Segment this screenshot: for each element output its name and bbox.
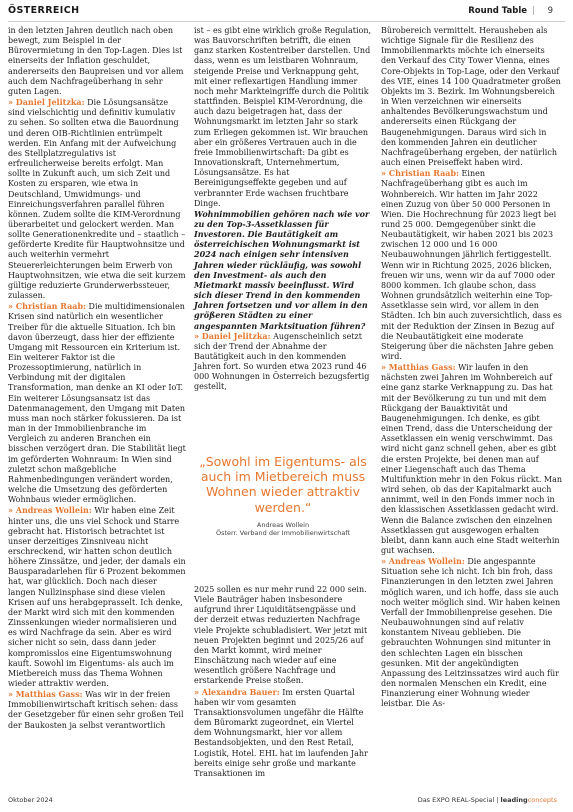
speaker-name: » Andreas Wollein: xyxy=(8,505,92,516)
column-2 xyxy=(194,26,372,393)
speaker-name: » Alexandra Bauer: xyxy=(194,686,280,697)
speaker-name: » Daniel Jelitzka: xyxy=(8,97,85,108)
footer-brand-leading: leading xyxy=(500,796,528,804)
paragraph xyxy=(8,505,186,689)
paragraph xyxy=(194,26,372,209)
paragraph xyxy=(381,26,562,168)
paragraph-text: Wir laufen in den nächsten zwei Jahren im Wohnbereich auf eine ganz starke Verknappung zu. Das hat mit der Bevölkerung zu tun und mit dem Rückgang der Bauaktivität und Baugenehmigungen. Ich denke, es gibt einen Trend, dass die Unterscheidung der Assetklassen ein wenig verschwimmt. Das wird nicht ganz schnell gehen, aber es gibt die ersten Projekte, bei denen man auf einer Liegenschaft auch das Thema Multifunktion mehr in den Fokus rückt. Man wird sehen, ob das der Kapitalmarkt auch annimmt, weil in den Fonds immer noch in den klassischen Assetklassen gedacht wird. Wenn die Balance zwischen den einzelnen Assetklassen gut ausgewogen erhalten bleibt, dann kann auch eine Stadt weiterhin gut wachsen. xyxy=(381,363,563,555)
paragraph-text: Wir haben eine Zeit hinter uns, die uns viel Schock und Starre gebracht hat. Historisch betrachtet ist unser derzeitiges Zinsniveau nicht erschreckend, wir hatten schon deutlich höhere Zinssätze, und jeder, der damals ein Bausparadarlehen für 6 Prozent bekommen hat, war glücklich. Doch nach dieser langen Nullzinsphase sind diese vielen Krisen auf uns herabgeprasselt. Ich denke, der Markt wird sich mit den kommenden Zinssenkungen wieder normalisieren und es wird Nachfrage da sein. Aber es wird sicher nicht so sein, dass dann jeder kompromisslos eine Eigentumswohnung kauft. Sowohl im Eigentums- als auch im Mietbereich muss das Thema Wohnen wieder attraktiv werden. xyxy=(8,506,186,688)
speaker-name: » Daniel Jelitzka: xyxy=(194,330,271,341)
section-title: ÖSTERREICH xyxy=(8,5,80,16)
pull-quote-byline xyxy=(194,521,372,537)
page-number: 9 xyxy=(547,6,553,16)
header-separator: | xyxy=(532,6,535,16)
column-1 xyxy=(8,26,186,731)
paragraph-text: 2025 sollen es nur mehr rund 22 000 sein. Viele Bauträger haben insbesondere aufgrund ihrer Liquiditätsengpässe und der derzeit etwas reduzierten Nachfrage viele Projekte schubladisiert. Wer jetzt mit neuen Projekten beginnt und 2025/26 auf den Markt kommt, wird meiner Einschätzung nach wieder auf eine wesentlich größere Nachfrage und erstarkende Preise stoßen. xyxy=(194,585,368,686)
paragraph-text: Die multidimensionalen Krisen sind natürlich ein wesentlicher Treiber für die aktuelle Situation. Ich bin davon überzeugt, dass hier der effiziente Umgang mit Ressourcen ein Kriterium ist. Ein weiterer Faktor ist die Prozessoptimierung, natürlich in Verbindung mit der digitalen Transformation, man denke an KI oder IoT. Ein weiterer Lösungsansatz ist das Datenmanagement, den Umgang mit Daten muss man noch stärker fokussieren. Da ist man in der Immobilienbranche im Vergleich zu anderen Branchen ein bisschen verzögert dran. Die Stabilität liegt im geförderten Wohnraum: In Wien sind zuletzt schon maßgebliche Rahmenbedingungen verändert worden, welche die Umsetzung des geförderten Wohnbaus wieder ermöglichen. xyxy=(8,302,186,505)
paragraph xyxy=(381,168,562,362)
header-rule xyxy=(8,21,565,22)
speaker-name: » Christian Raab: xyxy=(8,301,86,312)
paragraph-text: Augenscheinlich setzt sich der Trend der Abnahme der Bautätigkeit auch in den kommenden Jahren fort. So wurden etwa 2023 rund 46 000 Wohnungen in Österreich bezugsfertig gestellt, xyxy=(194,331,370,392)
interview-question: Wohnimmobilien gehören nach wie vor zu den Top-3-Assetklassen für Investoren. Die Bautätigkeit am österreichischen Wohnungsmarkt ist 2024 nach einigen sehr intensiven Jahren wieder rückläufig, was sowohl den Investment- als auch den Mietmarkt massiv beeinflusst. Wird sich dieser Trend in den kommenden Jahren fortsetzen und vor allem in den größeren Städten zu einer angespannten Marktsituation führen? xyxy=(194,208,370,331)
footer-separator: | xyxy=(496,796,499,804)
speaker-name: » Matthias Gass: xyxy=(8,689,83,700)
footer-special: Das EXPO REAL-Special xyxy=(417,796,495,804)
paragraph-text: Im ersten Quartal haben wir vom gesamten Transaktionsvolumen ungefähr die Hälfte dem Büromarkt zugeordnet, ein Viertel dem Wohnungsmarkt, hier vor allem Bestandsobjekten, und den Rest Retail, Logistik, Hotel. EHL hat im laufenden Jahr bereits einige sehr große und markante Transaktionen im xyxy=(194,687,368,778)
pull-quote-text: „Sowohl im Eigentums- als auch im Mietbereich muss Wohnen wieder attraktiv werden.“ xyxy=(199,454,367,515)
paragraph-text: Bürobereich vermittelt. Herausheben als wichtige Signale für die Resilienz des Immobilienmarkts möchte ich einerseits den Verkauf des City Tower Vienna, eines Core-Objekts in Top-Lage, oder den Verkauf des VIE, eines 14 100 Quadratmeter großen Objekts im 3. Bezirk. Im Wohnungsbereich in Wien verzeichnen wir einerseits anhaltendes Bevölkerungswachstum und andererseits einen Rückgang der Baugenehmigungen. Daraus wird sich in den kommenden Jahren ein deutlicher Nachfrageüberhang ergeben, der natürlich auch einen Preiseffekt haben wird. xyxy=(381,26,561,168)
page-footer xyxy=(8,796,565,808)
paragraph-text: ist – es gibt eine wirklich große Regulation, was Bauvorschriften betrifft, die einen ganz starken Kostentreiber darstellen. Und dass, wenn es um leistbaren Wohnraum, steigende Preise und Verknappung geht, mit einer reflexartigen Handlung immer noch mehr Markteingriffe durch die Politik stattfinden. Beispiel KIM-Verordnung, die auch dazu beigetragen hat, dass der Wohnungsmarkt im letzten Jahr so stark zum Erliegen gekommen ist. Wir brauchen aber ein größeres Vertrauen auch in die freie Immobilienwirtschaft: Da gibt es Innovationskraft, Unternehmertum, Lösungsansätze. Es hat Bereinigungseffekte gegeben und auf verbrannter Erde wachsen fruchtbare Dinge. xyxy=(194,26,372,208)
footer-date: Oktober 2024 xyxy=(8,796,53,804)
pull-quote-role: Österr. Verband der Immobilienwirtschaft xyxy=(215,528,351,537)
pull-quote xyxy=(194,454,372,537)
paragraph xyxy=(8,97,186,301)
footer-publication xyxy=(418,796,557,804)
paragraph-text: Die Lösungsansätze sind vielschichtig und definitiv kumulativ zu sehen. So sollten etwa die Bauordnung und deren OIB-Richtlinien entrümpelt werden. Ein Anfang mit der Aufweichung des Stellplatzregulativs ist erfreulicherweise bereits erfolgt. Man sollte in Zukunft auch, um sich Zeit und Kosten zu ersparen, wie etwa in Deutschland, Umwidmungs- und Einreichungsverfahren parallel führen können. Zudem sollte die KIM-Verordnung überarbeitet und gelockert werden. Man sollte Generationenkredite und – staatlich – geförderte Kredite für Hauptwohnsitze und auch weiterhin vermehrt Steuererleichterungen beim Erwerb von Hauptwohnsitzen, wie etwa die seit kurzem gültige reduzierte Grunderwerbssteuer, zulassen. xyxy=(8,98,186,301)
page-header xyxy=(0,0,573,22)
paragraph-text: Einen Nachfrageüberhang gibt es auch im Wohnbereich. Wir hatten im Jahr 2022 einen Zuzug von über 50 000 Personen in Wien. Die Hochrechnung für 2023 liegt bei rund 25 000. Demgegenüber sinkt die Neubautätigkeit, wir haben 2021 bis 2023 zwischen 12 000 und 16 000 Neubauwohnungen jährlich fertiggestellt. Wenn wir in Richtung 2025, 2026 blicken, freuen wir uns, wenn wir da auf 7000 oder 8000 kommen. Ich glaube schon, dass Wohnen grundsätzlich weiterhin eine Top-Assetklasse sein wird, vor allem in den Städten. Ich bin auch zuversichtlich, dass es mit der Reduktion der Zinsen in Bezug auf die Neubautätigkeit eine moderate Steigerung über die nächsten Jahre geben wird. xyxy=(381,169,562,361)
pull-quote-name: Andreas Wollein xyxy=(256,520,310,529)
paragraph xyxy=(381,556,562,709)
paragraph xyxy=(194,687,372,779)
paragraph xyxy=(194,585,372,687)
paragraph xyxy=(381,362,562,556)
paragraph xyxy=(8,26,186,97)
footer-brand-concepts: concepts xyxy=(527,796,557,804)
paragraph xyxy=(8,301,186,505)
column-2-lower xyxy=(194,585,372,779)
round-table-label: Round Table xyxy=(468,6,527,16)
speaker-name: » Matthias Gass: xyxy=(381,362,456,373)
column-3 xyxy=(381,26,562,709)
paragraph xyxy=(8,689,186,731)
speaker-name: » Christian Raab: xyxy=(381,168,459,179)
paragraph xyxy=(194,331,372,393)
paragraph-text: Was wir in der freien Immobilienwirtschaft kritisch sehen: dass der Gesetzgeber für einen sehr großen Teil der Baukosten ja selbst verantwortlich xyxy=(8,690,184,730)
paragraph-text: in den letzten Jahren deutlich nach oben bewegt, zum Beispiel in der Bürovermietung in den Top-Lagen. Dies ist einerseits der Inflation geschuldet, andererseits den Baupreisen und vor allem auch dem Nachfrageüberhang in sehr guten Lagen. xyxy=(8,26,184,96)
speaker-name: » Andreas Wollein: xyxy=(381,556,465,567)
paragraph-text: Die angespannte Situation sehe ich nicht. Ich bin froh, dass Finanzierungen in den letzten zwei Jahren möglich waren, und ich hoffe, dass sie auch noch weiter möglich sind. Wir haben keinen Verfall der Immobilienpreise gesehen. Die Neubauwohnungen sind auf relativ konstantem Niveau geblieben. Die gebrauchten Wohnungen sind mitunter in den schlechten Lagen ein bisschen gesunken. Mit der angekündigten Anpassung des Leitzinssatzes wird auch für den normalen Menschen ein Kredit, eine Finanzierung einer Wohnung wieder leistbar. Die As- xyxy=(381,557,561,709)
